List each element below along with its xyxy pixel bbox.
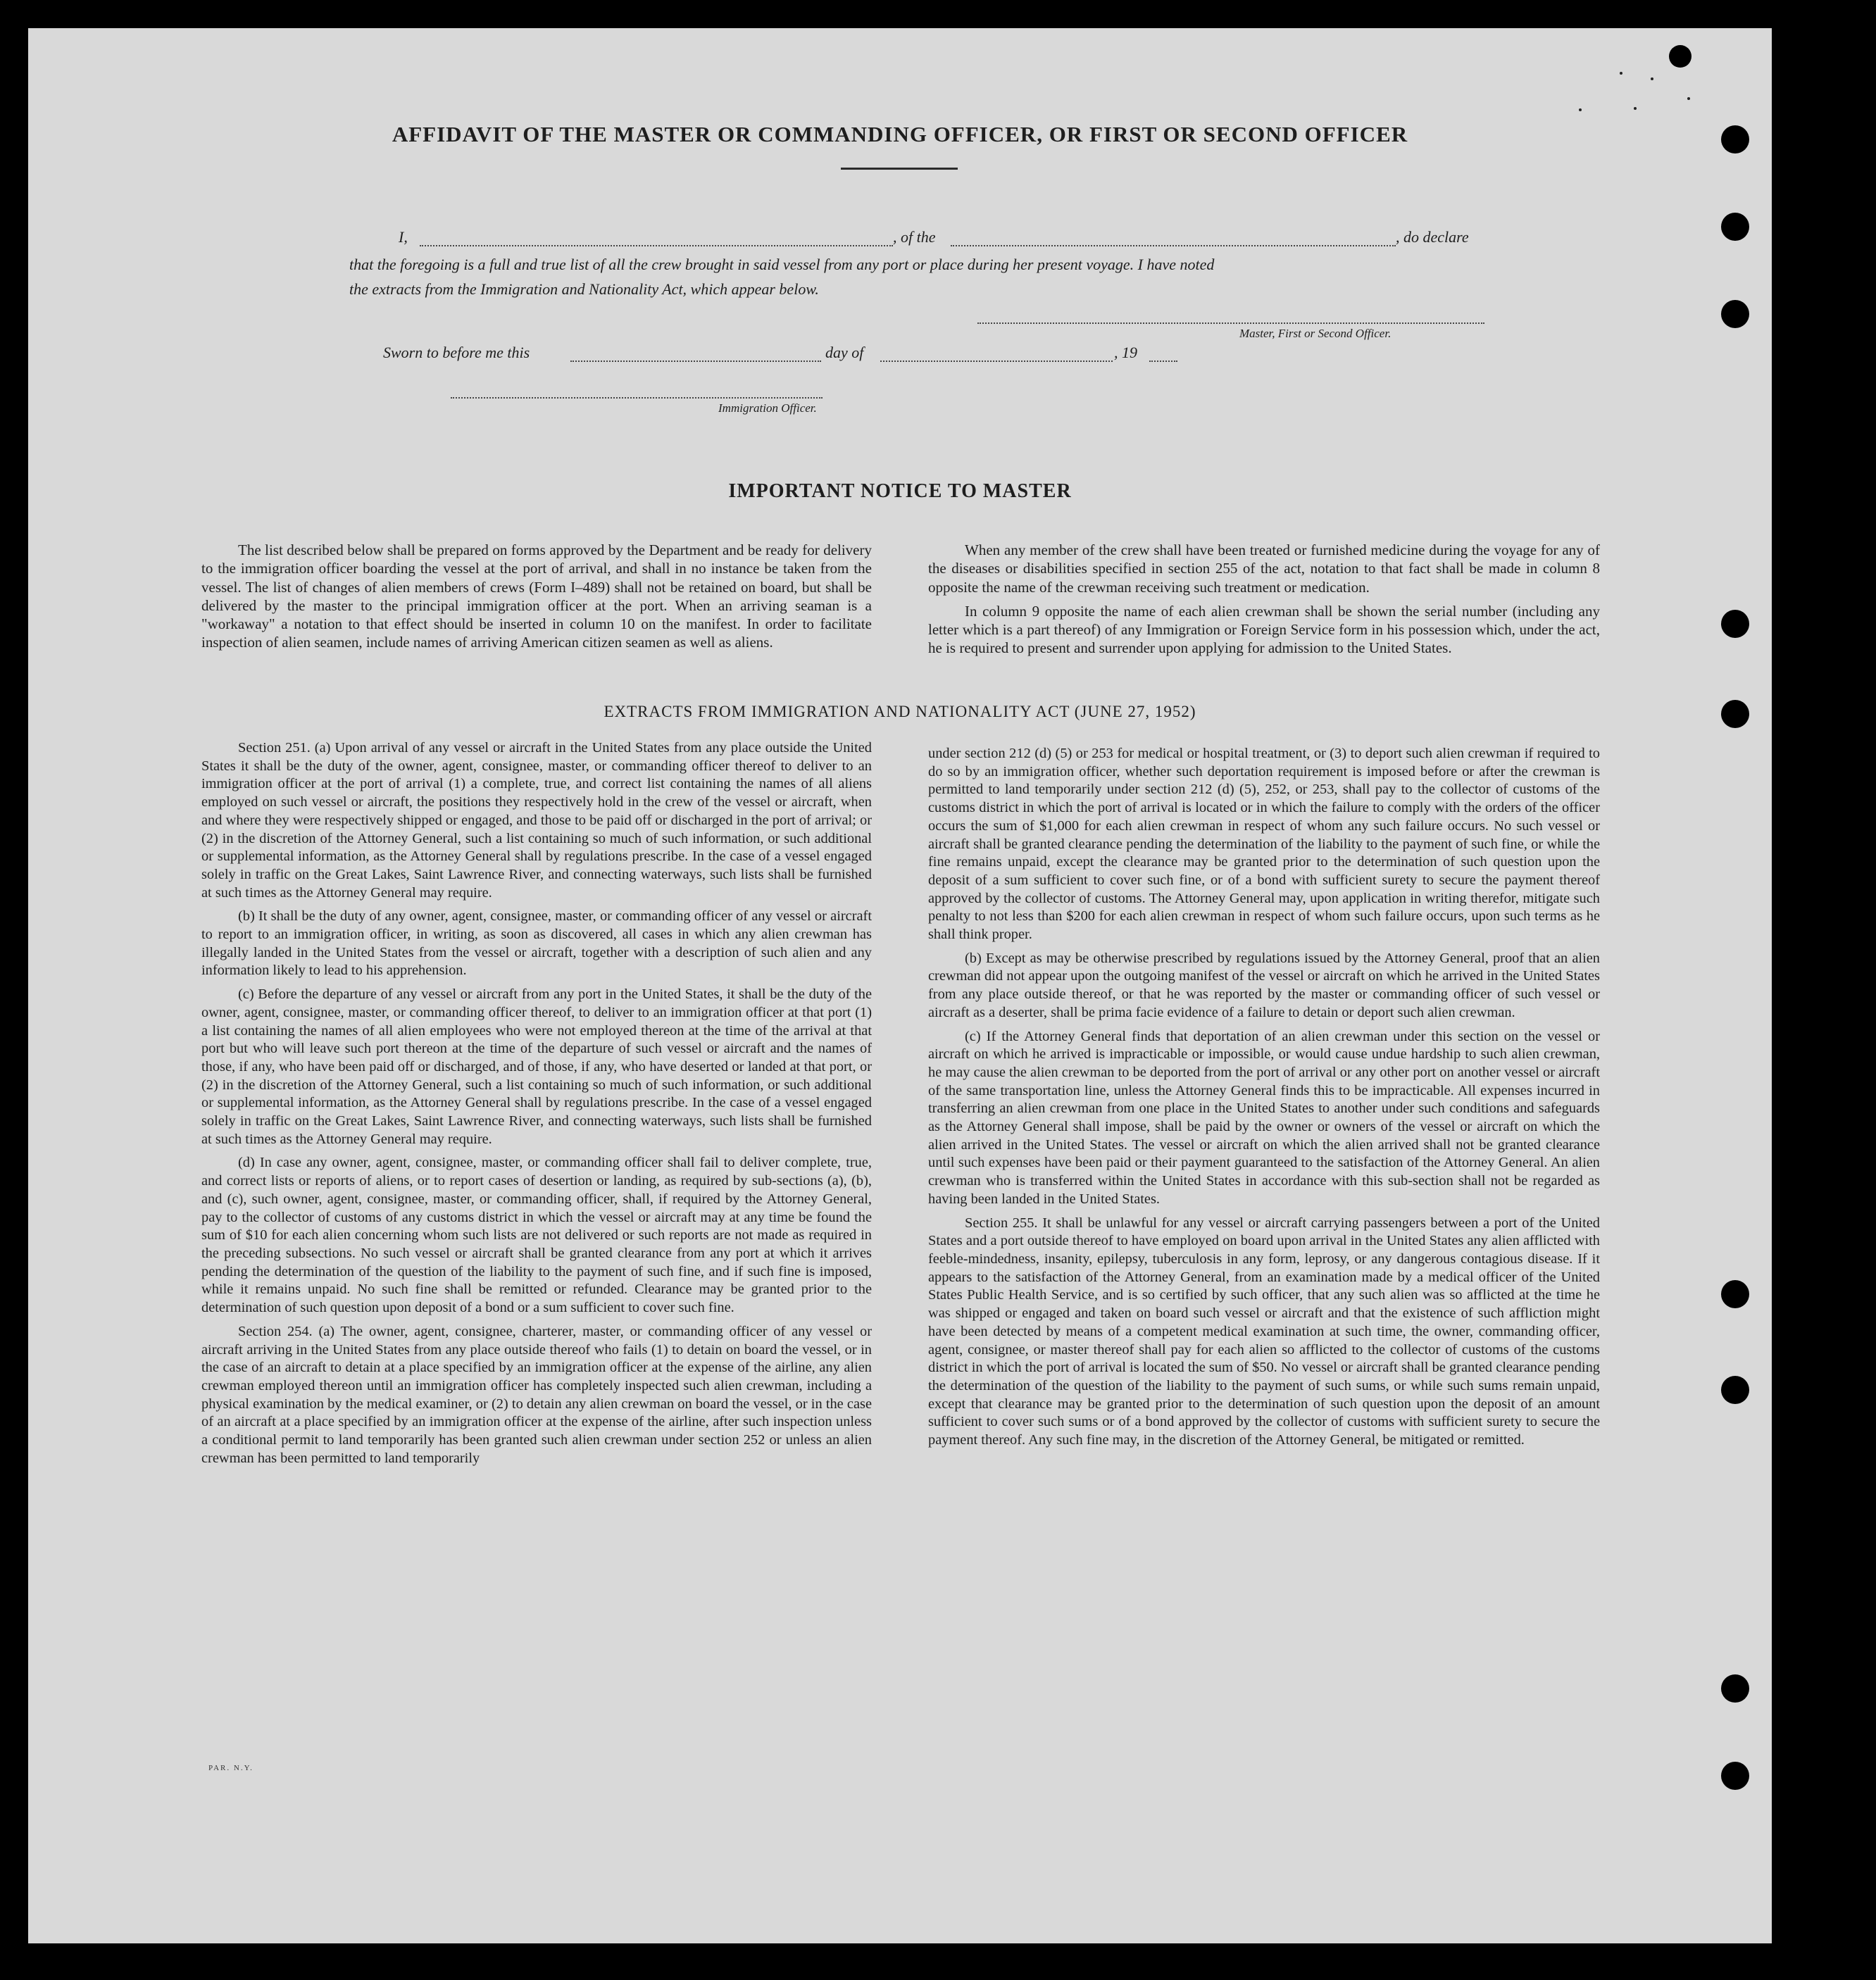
master-signature-line — [977, 322, 1484, 324]
punch-hole — [1721, 1674, 1749, 1703]
section-254-b: (b) Except as may be otherwise prescribed by regulations issued by the Attorney General, proof that an alien crewman did not appear upon the outgoing manifest of the vessel or aircraft on which he arrived in the United States from any place outside thereof, or that he was reported by the master or commanding officer of such vessel or aircraft as a deserter, shall be prima facie evidence of a failure to detain or deport such alien crewman. — [928, 950, 1600, 1020]
sworn-label: Sworn to before me this — [383, 344, 530, 361]
scan-speck — [1651, 77, 1653, 80]
scan-speck — [1687, 97, 1690, 100]
notice-right-column — [928, 541, 1600, 663]
punch-hole — [1721, 700, 1749, 728]
scan-speck — [1634, 107, 1637, 110]
notice-right-paragraph-1: When any member of the crew shall have been treated or furnished medicine during the voyage for any of the diseases or disabilities specified in section 255 of the act, notation to that fact shall be made in column 8 opposite the name of the crewman receiving such treatment or medication. — [928, 541, 1600, 596]
affidavit-of-the-label: , of the — [893, 228, 936, 246]
name-blank-line — [420, 245, 893, 246]
sworn-day-blank-line — [570, 361, 821, 362]
scan-speck — [1579, 108, 1582, 111]
affidavit-i-label: I, — [399, 228, 408, 246]
master-signature-label: Master, First or Second Officer. — [1239, 327, 1392, 340]
section-255: Section 255. It shall be unlawful for any vessel or aircraft carrying passengers between a port of the United States and a port outside thereof to have employed on board upon arrival in the United States any alien afflicted with feeble-mindedness, insanity, epilepsy, tuberculosis in any form, leprosy, or any dangerous contagious disease. If it appears to the satisfaction of the Attorney General, from an examination made by a medical officer of the United States Public Health Service, and is so certified by such officer, that any such alien was so afflicted at the time he was shipped or engaged and taken on board such vessel or aircraft and that the existence of such affliction might have been detected by means of a competent medical examination at such time, the owner, commanding officer, agent, consignee, or master thereof shall pay for each alien so afflicted to the collector of customs of the customs district in which the port of arrival is located the sum of $50. No vessel or aircraft shall be granted clearance pending the determination of the question of the liability to the payment of such sums, or while such sums remain unpaid, except that clearance may be granted prior to the determination of such question upon the deposit of an amount sufficient to cover such sums or of a bond approved by the collector of customs with sufficient surety to secure the payment thereof. Any such fine may, in the discretion of the Attorney General, be mitigated or remitted. — [928, 1215, 1600, 1448]
affidavit-title: AFFIDAVIT OF THE MASTER OR COMMANDING OFFICER, OR FIRST OR SECOND OFFICER — [392, 122, 1408, 146]
affidavit-declare-label: , do declare — [1396, 228, 1469, 246]
form-page — [28, 28, 1772, 1943]
notice-left-column — [201, 541, 872, 658]
affidavit-statement-line1: that the foregoing is a full and true list of all the crew brought in said vessel from any port or place during her present voyage. I have noted — [349, 256, 1215, 273]
notice-right-paragraph-2: In column 9 opposite the name of each alien crewman shall be shown the serial number (including any letter which is a part thereof) of any Immigration or Foreign Service form in his possession which, under the act, he is required to present and surrender upon applying for admission to the United States. — [928, 602, 1600, 657]
day-of-label: day of — [825, 344, 864, 361]
extracts-left-column — [201, 739, 872, 1473]
punch-hole — [1721, 610, 1749, 638]
punch-hole — [1721, 300, 1749, 328]
section-254-c: (c) If the Attorney General finds that deportation of an alien crewman under this section on the vessel or aircraft on which he arrived is impracticable or impossible, or would cause undue hardship to such alien crewman, he may cause the alien crewman to be deported from the port of arrival or any other port on another vessel or aircraft of the same transportation line, unless the Attorney General finds this to be impracticable. All expenses incurred in transferring an alien crewman from one place in the United States to another under such conditions and safeguards as the Attorney General shall impose, shall be paid by the owner or owners of the vessel or aircraft on which the alien arrived in the United States. The vessel or aircraft on which the alien arrived shall not be granted clearance until such expenses have been paid or their payment guaranteed to the satisfaction of the Attorney General. An alien crewman who is transferred within the United States in accordance with this sub-section shall not be regarded as having been landed in the United States. — [928, 1028, 1600, 1207]
notice-title: IMPORTANT NOTICE TO MASTER — [728, 480, 1072, 502]
punch-hole — [1721, 213, 1749, 241]
section-251-a: Section 251. (a) Upon arrival of any vessel or aircraft in the United States from any place outside the United States it shall be the duty of the owner, agent, consignee, master, or commanding officer thereof to deliver to an immigration officer at the port of arrival (1) a complete, true, and correct list containing the names of all aliens employed on such vessel or aircraft, the positions they respectively hold in the crew of the vessel or aircraft, when and where they were respectively shipped or engaged, and those to be paid off or discharged in the port of arrival; or (2) in the discretion of the Attorney General, such a list containing so much of such information, or such additional or supplemental information, as the Attorney General shall by regulations prescribe. In the case of a vessel engaged solely in traffic on the Great Lakes, Saint Lawrence River, and connecting waterways, such lists shall be furnished at such times as the Attorney General may require. — [201, 740, 872, 901]
extracts-title: EXTRACTS FROM IMMIGRATION AND NATIONALITY ACT (JUNE 27, 1952) — [604, 703, 1196, 720]
affidavit-statement-line2: the extracts from the Immigration and Nationality Act, which appear below. — [349, 280, 819, 298]
section-251-d: (d) In case any owner, agent, consignee, master, or commanding officer shall fail to deliver complete, true, and correct lists or reports of aliens, or to report cases of desertion or landing, as required by sub-sections (a), (b), and (c), such owner, agent, consignee, master, or commanding officer, shall, if required by the Attorney General, pay to the collector of customs of any customs district in which the vessel or aircraft may at any time be found the sum of $10 for each alien concerning whom such lists are not delivered or such reports are not made as required in the preceding subsections. No such vessel or aircraft shall be granted clearance from any port at which it arrives pending the determination of the question of the liability to the payment of such fine, and if such fine is imposed, while it remains unpaid. No such fine shall be remitted or refunded. Clearance may be granted prior to the determination of such question upon deposit of a bond or a sum sufficient to cover such fine. — [201, 1155, 872, 1316]
title-rule — [841, 168, 958, 170]
vessel-blank-line — [951, 245, 1396, 246]
section-251-c: (c) Before the departure of any vessel or aircraft from any port in the United States, it shall be the duty of the owner, agent, consignee, master, or commanding officer thereof, to deliver to an immigration officer at that port (1) a list containing the names of all alien employees who were not employed thereon at the time of the arrival at that port but who will leave such port thereon at the time of the departure of such vessel or aircraft and the names of those, if any, who have been paid off or discharged, and of those, if any, who have deserted or landed at that port, or (2) in the discretion of the Attorney General, such a list containing so much of such information, or such additional or supplemental information, as the Attorney General shall by regulations prescribe. In the case of a vessel engaged solely in traffic on the Great Lakes, Saint Lawrence River, and connecting waterways, such lists shall be furnished at such times as the Attorney General may require. — [201, 986, 872, 1147]
scan-speck — [1620, 72, 1622, 75]
sworn-month-blank-line — [880, 361, 1113, 362]
section-254-a: Section 254. (a) The owner, agent, consignee, charterer, master, or commanding officer of any vessel or aircraft arriving in the United States from any place outside thereof who fails (1) to detain on board the vessel, or in the case of an aircraft to detain at a place specified by an immigration officer at the expense of the airline, any alien crewman employed thereon until an immigration officer has completely inspected such alien crewman, including a physical examination by the medical examiner, or (2) to detain any alien crewman on board the vessel, or in the case of an aircraft at a place specified by an immigration officer at the expense of the airline, after such inspection unless a conditional permit to land temporarily has been granted such alien crewman under section 252 or unless an alien crewman has been permitted to land temporarily — [201, 1323, 872, 1466]
punch-hole — [1669, 45, 1691, 68]
punch-hole — [1721, 1762, 1749, 1790]
extracts-right-column — [928, 745, 1600, 1455]
printer-mark: PAR. N.Y. — [208, 1764, 254, 1772]
section-254-a-continued: under section 212 (d) (5) or 253 for medical or hospital treatment, or (3) to deport such alien crewman if required to do so by an immigration officer, whether such deportation requirement is imposed before or after the crewman is permitted to land temporarily under section 212 (d) (5), 252, or 253, shall pay to the collector of customs of the customs district in which the port of arrival is located or in which the failure to comply with the orders of the officer occurs the sum of $1,000 for each alien crewman in respect of whom any such failure occurs. No such vessel or aircraft shall be granted clearance pending the determination of the liability to the payment of such fine, or while the fine remains unpaid, except the clearance may be granted prior to the determination of such question upon the deposit of a sum sufficient to cover such fine, or of a bond with sufficient surety to secure the payment thereof approved by the collector of customs. The Attorney General may, upon application in writing therefor, mitigate such penalty to not less than $200 for each alien crewman in respect of whom such failure occurs, upon such terms as he shall think proper. — [928, 746, 1600, 943]
section-251-b: (b) It shall be the duty of any owner, agent, consignee, master, or commanding officer of any vessel or aircraft to report to an immigration officer, in writing, as soon as discovered, all cases in which any alien crewman has illegally landed in the United States from the vessel or aircraft, together with a description of such alien and any information likely to lead to his apprehension. — [201, 908, 872, 979]
punch-hole — [1721, 1280, 1749, 1308]
officer-signature-line — [451, 397, 823, 399]
officer-signature-label: Immigration Officer. — [718, 401, 817, 415]
year-blank-line — [1149, 361, 1177, 362]
punch-hole — [1721, 1376, 1749, 1404]
punch-hole — [1721, 125, 1749, 153]
year-label: , 19 — [1114, 344, 1137, 361]
notice-left-paragraph: The list described below shall be prepared on forms approved by the Department and be ready for delivery to the immigration officer boarding the vessel at the port of arrival, and shall in no instance be taken from the vessel. The list of changes of alien members of crews (Form I–489) shall not be retained on board, but shall be delivered by the master to the principal immigration officer at the port. When an arriving seaman is a "workaway" a notation to that effect should be inserted in column 10 on the manifest. In order to facilitate inspection of alien seamen, include names of arriving American citizen seamen as well as aliens. — [201, 541, 872, 651]
